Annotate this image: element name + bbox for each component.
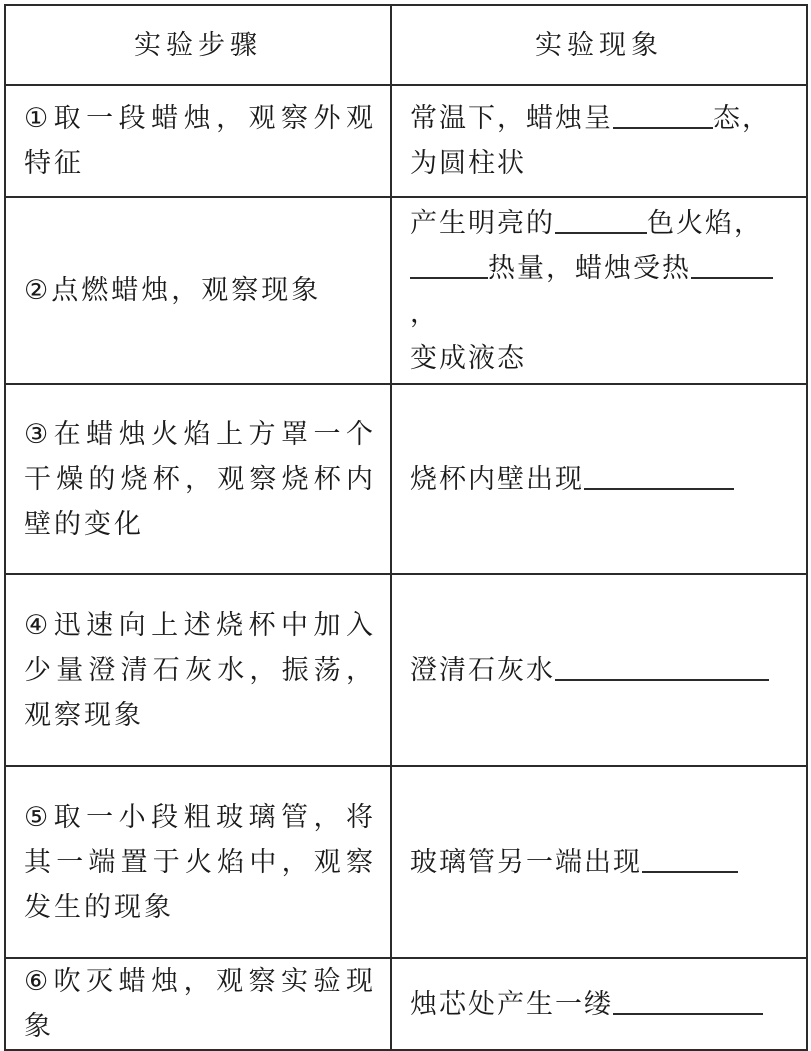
step-cell: ①取一段蜡烛，观察外观特征 [5,85,391,197]
result-cell [391,766,807,958]
answer-blank[interactable] [584,460,734,490]
result-cell [391,85,807,197]
result-text: 烛芯处产生一缕 [410,988,613,1020]
answer-blank[interactable] [613,985,763,1015]
result-text: 玻璃管另一端出现 [410,846,642,878]
result-cell [391,384,807,574]
table-row [5,958,807,1050]
result-text: 变成液态 [410,342,526,374]
result-text: 澄清石灰水 [410,654,555,686]
result-text: ， [410,297,439,329]
table-row [5,384,807,574]
header-phenomena: 实验现象 [391,5,807,85]
step-cell: ③在蜡烛火焰上方罩一个干燥的烧杯，观察烧杯内壁的变化 [5,384,391,574]
result-text: 产生明亮的 [410,207,555,239]
table-row [5,766,807,958]
result-text: 烧杯内壁出现 [410,463,584,495]
result-text: 为圆柱状 [410,148,526,179]
result-text: 色火焰， [647,207,763,239]
result-cell [391,197,807,384]
step-cell: ②点燃蜡烛，观察现象 [5,197,391,384]
step-cell: ④迅速向上述烧杯中加入少量澄清石灰水，振荡，观察现象 [5,574,391,766]
result-cell [391,958,807,1050]
result-cell [391,574,807,766]
answer-blank[interactable] [613,99,713,129]
result-text: 热量，蜡烛受热 [488,252,691,284]
result-text: 常温下，蜡烛呈 [410,103,613,134]
result-text: 态， [713,103,771,134]
table-row [5,197,807,384]
experiment-table [4,4,808,1051]
step-cell: ⑥吹灭蜡烛，观察实验现象 [5,958,391,1050]
answer-blank[interactable] [555,204,647,234]
header-steps: 实验步骤 [5,5,391,85]
answer-blank[interactable] [555,651,769,681]
answer-blank[interactable] [691,249,773,279]
answer-blank[interactable] [642,843,738,873]
answer-blank[interactable] [410,249,488,279]
step-cell: ⑤取一小段粗玻璃管，将其一端置于火焰中，观察发生的现象 [5,766,391,958]
header-row [5,5,807,85]
table-row [5,85,807,197]
table-row [5,574,807,766]
